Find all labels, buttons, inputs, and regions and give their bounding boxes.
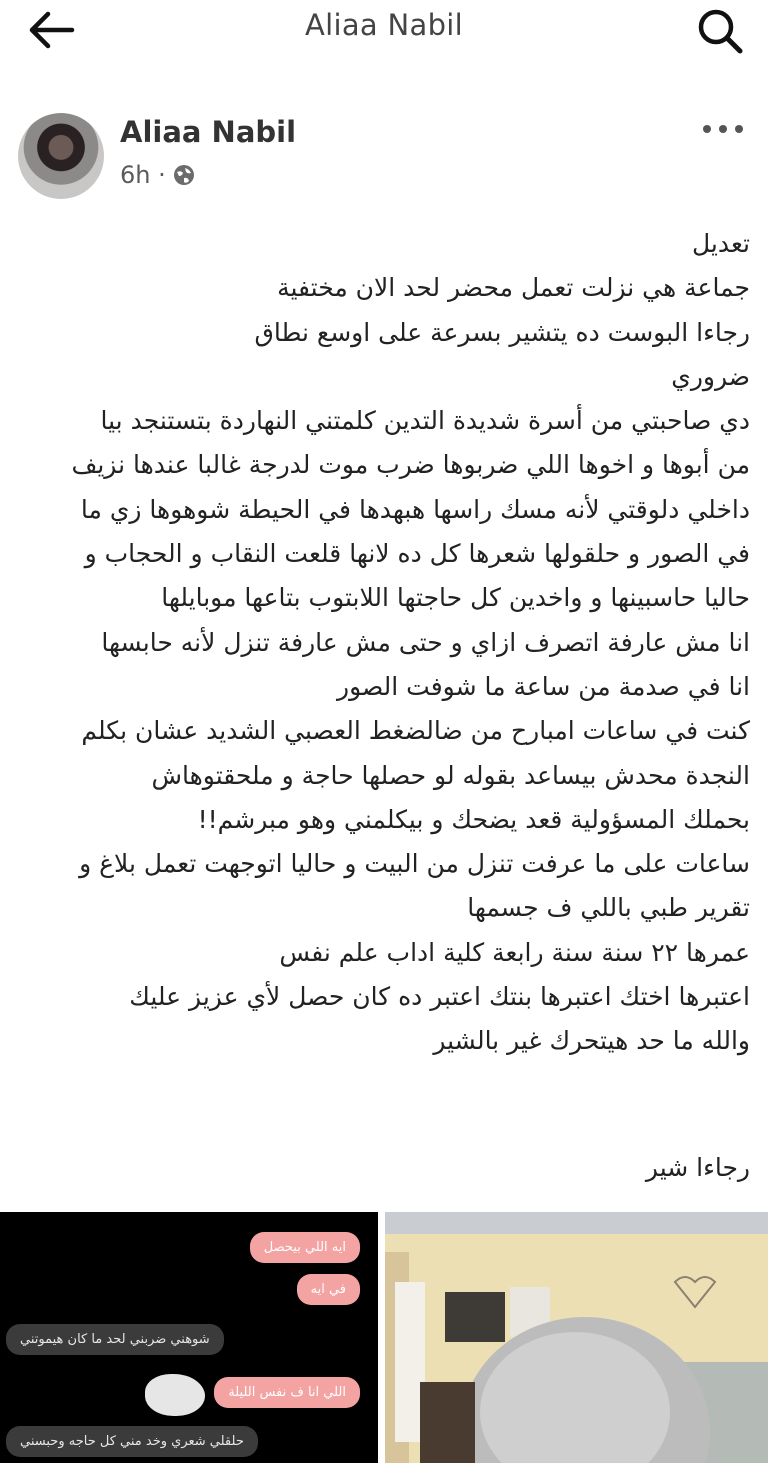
post-line: بحملك المسؤولية قعد يضحك و بيكلمني وهو مبرشم!! bbox=[197, 804, 750, 834]
redaction-mark bbox=[145, 1374, 205, 1416]
post-line: جماعة هي نزلت تعمل محضر لحد الان مختفية bbox=[277, 273, 750, 303]
post-image-photo[interactable] bbox=[385, 1212, 768, 1463]
chat-bubble: اللي انا ف نفس الليلة bbox=[214, 1377, 360, 1408]
search-button[interactable] bbox=[694, 5, 746, 57]
post-line: دي صاحبتي من أسرة شديدة التدين كلمتني النهاردة بتستنجد بيا bbox=[100, 406, 750, 436]
post-line: عمرها ٢٢ سنة سنة رابعة كلية اداب علم نفس bbox=[279, 937, 750, 967]
search-icon bbox=[694, 5, 746, 57]
post-line: حاليا حاسبينها و واخدين كل حاجتها اللابتوب بتاعها موبايلها bbox=[161, 583, 750, 613]
post-header bbox=[0, 105, 768, 215]
post-line: داخلي دلوقتي لأنه مسك راسها هبهدها في الحيطة شوهوها زي ما bbox=[80, 494, 750, 524]
post-line: اعتبرها اختك اعتبرها بنتك اعتبر ده كان حصل لأي عزيز عليك bbox=[129, 982, 750, 1012]
post-line: النجدة محدش بيساعد بقوله لو حصلها حاجة و ملحقتوهاش bbox=[151, 760, 750, 790]
post-line: في الصور و حلقولها شعرها كل ده لانها قلعت النقاب و الحجاب و bbox=[84, 539, 750, 569]
photo-illustration bbox=[385, 1212, 768, 1463]
post-text bbox=[20, 222, 750, 1064]
post-line: رجاءا البوست ده يتشير بسرعة على اوسع نطاق bbox=[254, 317, 750, 347]
post-line: تقرير طبي باللي ف جسمها bbox=[467, 893, 750, 923]
post-line: والله ما حد هيتحرك غير بالشير bbox=[433, 1026, 750, 1056]
chat-bubble: في ايه bbox=[297, 1274, 360, 1305]
top-bar bbox=[0, 0, 768, 60]
post-line: ساعات على ما عرفت تنزل من البيت و حاليا اتوجهت تعمل بلاغ و bbox=[79, 849, 750, 879]
post-author[interactable]: Aliaa Nabil bbox=[120, 115, 297, 149]
post-line: انا مش عارفة اتصرف ازاي و حتى مش عارفة تنزل لأنه حابسها bbox=[101, 627, 750, 657]
post-line: ضروري bbox=[671, 361, 750, 391]
avatar[interactable] bbox=[18, 113, 104, 199]
post-line: تعديل bbox=[691, 229, 750, 258]
share-request: رجاءا شير bbox=[645, 1153, 750, 1182]
post-meta bbox=[120, 161, 196, 189]
post-image-chat[interactable] bbox=[0, 1212, 378, 1463]
chat-bubble: شوهني ضربني لحد ما كان هيموتني bbox=[6, 1324, 224, 1355]
post-line: كنت في ساعات امبارح من ضالضغط العصبي الشديد عشان بكلم bbox=[81, 716, 750, 746]
post-line: انا في صدمة من ساعة ما شوفت الصور bbox=[337, 671, 750, 701]
more-horizontal-icon bbox=[700, 119, 746, 139]
page-title: Aliaa Nabil bbox=[305, 8, 463, 42]
chat-bubble: حلقلي شعري وخد مني كل حاجه وحبسني bbox=[6, 1426, 258, 1457]
post-time[interactable]: 6h · bbox=[120, 161, 166, 189]
more-options-button[interactable] bbox=[700, 119, 746, 139]
chat-bubble: ايه اللي بيحصل bbox=[250, 1232, 360, 1263]
globe-icon bbox=[172, 163, 196, 187]
post-line: من أبوها و اخوها اللي ضربوها ضرب موت لدرجة غالبا عندها نزيف bbox=[71, 450, 750, 480]
